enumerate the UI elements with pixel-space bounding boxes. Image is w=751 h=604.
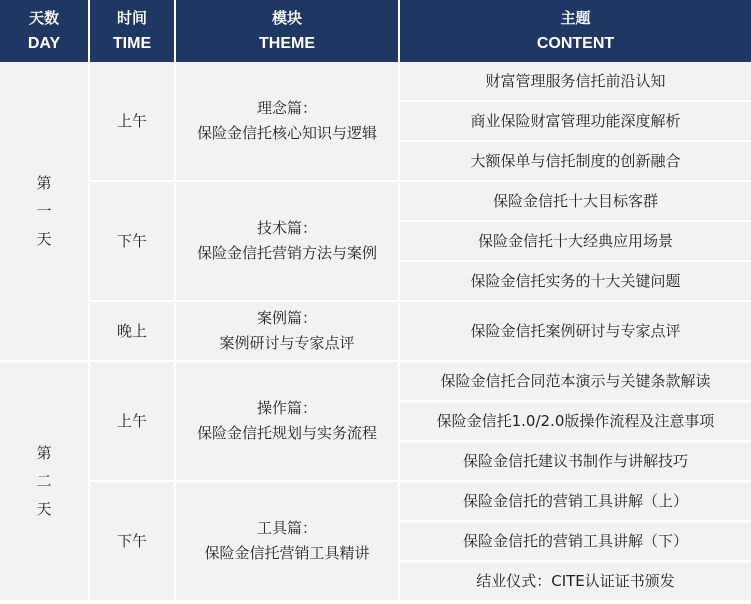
- table-row: [0, 302, 751, 362]
- table-row: [0, 362, 751, 402]
- header-theme-en: THEME: [259, 35, 315, 52]
- time-cell: 下午: [90, 482, 176, 602]
- theme-title: 技术篇：: [256, 219, 317, 237]
- table-header: [0, 0, 751, 62]
- content-cell: 保险金信托案例研讨与专家点评: [400, 302, 751, 362]
- header-time-en: TIME: [112, 35, 152, 52]
- day-cell-1: [0, 62, 90, 362]
- day-char: 第: [36, 444, 52, 462]
- content-cell: 大额保单与信托制度的创新融合: [400, 142, 751, 182]
- content-cell: 结业仪式：CITE认证证书颁发: [400, 562, 751, 602]
- time-cell: 晚上: [90, 302, 176, 362]
- theme-title: 工具篇：: [256, 519, 317, 537]
- table-row: [0, 62, 751, 102]
- content-cell: 保险金信托合同范本演示与关键条款解读: [400, 362, 751, 402]
- day-cell-2: [0, 362, 90, 602]
- theme-subtitle: 保险金信托营销方法与案例: [196, 244, 377, 262]
- day-char: 第: [36, 174, 52, 192]
- header-theme: [176, 0, 400, 62]
- theme-cell: [176, 62, 400, 182]
- day-char: 天: [36, 230, 52, 248]
- content-cell: 保险金信托十大目标客群: [400, 182, 751, 222]
- header-time-zh: 时间: [116, 9, 147, 27]
- header-day-zh: 天数: [28, 9, 59, 27]
- header-content-en: CONTENT: [536, 35, 615, 52]
- day-char: 天: [36, 500, 52, 518]
- content-cell: 保险金信托十大经典应用场景: [400, 222, 751, 262]
- theme-title: 理念篇：: [256, 99, 317, 117]
- theme-cell: [176, 182, 400, 302]
- time-cell: 下午: [90, 182, 176, 302]
- theme-cell: [176, 362, 400, 482]
- header-content: [400, 0, 751, 62]
- theme-subtitle: 保险金信托规划与实务流程: [196, 424, 377, 442]
- theme-subtitle: 保险金信托营销工具精讲: [204, 544, 370, 562]
- theme-title: 案例篇：: [256, 309, 317, 327]
- header-day-en: DAY: [27, 35, 61, 52]
- header-content-zh: 主题: [560, 9, 591, 27]
- table-row: [0, 182, 751, 222]
- table-row: [0, 482, 751, 522]
- theme-cell: [176, 302, 400, 362]
- day-char: 二: [36, 472, 52, 490]
- content-cell: 保险金信托实务的十大关键问题: [400, 262, 751, 302]
- day-char: 一: [36, 202, 52, 220]
- time-cell: 上午: [90, 62, 176, 182]
- theme-cell: [176, 482, 400, 602]
- table-body: [0, 62, 751, 602]
- theme-subtitle: 案例研讨与专家点评: [219, 334, 355, 352]
- theme-title: 操作篇：: [256, 399, 317, 417]
- content-cell: 保险金信托建议书制作与讲解技巧: [400, 442, 751, 482]
- content-cell: 保险金信托的营销工具讲解（下）: [400, 522, 751, 562]
- header-time: [90, 0, 176, 62]
- header-day: [0, 0, 90, 62]
- content-cell: 财富管理服务信托前沿认知: [400, 62, 751, 102]
- content-cell: 商业保险财富管理功能深度解析: [400, 102, 751, 142]
- time-cell: 上午: [90, 362, 176, 482]
- theme-subtitle: 保险金信托核心知识与逻辑: [196, 124, 377, 142]
- content-cell: 保险金信托1.0/2.0版操作流程及注意事项: [400, 402, 751, 442]
- content-cell: 保险金信托的营销工具讲解（上）: [400, 482, 751, 522]
- header-theme-zh: 模块: [271, 9, 302, 27]
